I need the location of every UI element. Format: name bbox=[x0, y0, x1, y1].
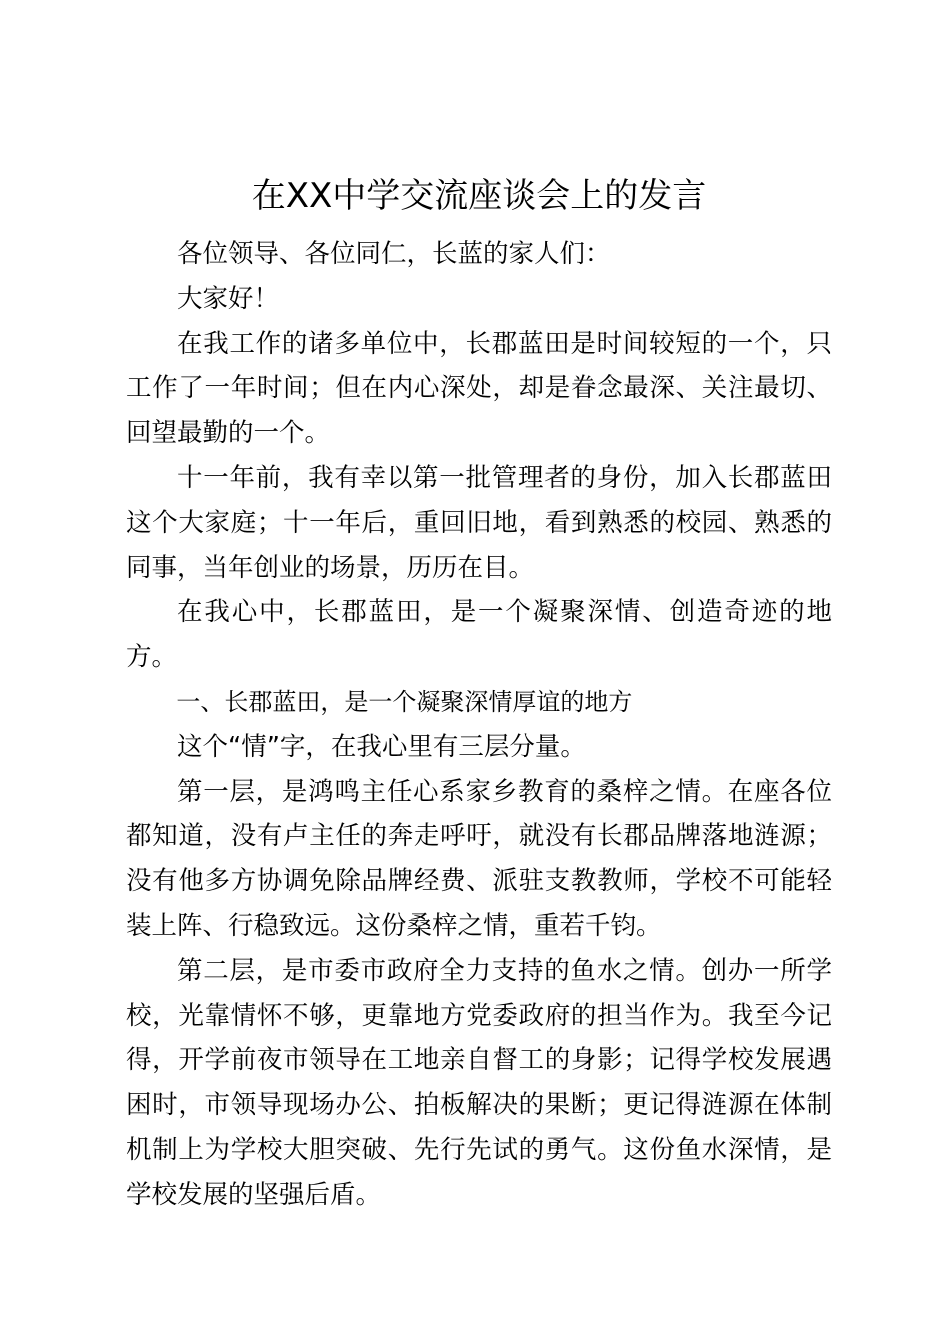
paragraph: 第一层，是鸿鸣主任心系家乡教育的桑梓之情。在座各位都知道，没有卢主任的奔走呼吁，就没有长郡品牌落地涟源；没有他多方协调免除品牌经费、派驻支教教师，学校不可能轻装上阵、行稳致远。这份桑梓之情，重若千钧。 bbox=[126, 776, 832, 941]
paragraph: 这个“情”字，在我心里有三层分量。 bbox=[177, 731, 586, 762]
paragraph: 十一年前，我有幸以第一批管理者的身份，加入长郡蓝田这个大家庭；十一年后，重回旧地，看到熟悉的校园、熟悉的同事，当年创业的场景，历历在目。 bbox=[126, 462, 832, 583]
document-page bbox=[126, 168, 832, 1218]
paragraph: 在我工作的诸多单位中，长郡蓝田是时间较短的一个，只工作了一年时间；但在内心深处，却是眷念最深、关注最切、回望最勤的一个。 bbox=[126, 328, 832, 449]
document-title: 在XX中学交流座谈会上的发言 bbox=[251, 176, 707, 216]
paragraph: 在我心中，长郡蓝田，是一个凝聚深情、创造奇迹的地方。 bbox=[126, 597, 832, 673]
salutation: 各位领导、各位同仁，长蓝的家人们： bbox=[177, 239, 611, 269]
paragraph: 第二层，是市委市政府全力支持的鱼水之情。创办一所学校，光靠情怀不够，更靠地方党委政府的担当作为。我至今记得，开学前夜市领导在工地亲自督工的身影；记得学校发展遇困时，市领导现场办公、拍板解决的果断；更记得涟源在体制机制上为学校大胆突破、先行先试的勇气。这份鱼水深情，是学校发展的坚强后盾。 bbox=[126, 955, 832, 1210]
greeting: 大家好！ bbox=[177, 283, 280, 314]
section-heading: 一、长郡蓝田，是一个凝聚深情厚谊的地方 bbox=[176, 687, 633, 716]
